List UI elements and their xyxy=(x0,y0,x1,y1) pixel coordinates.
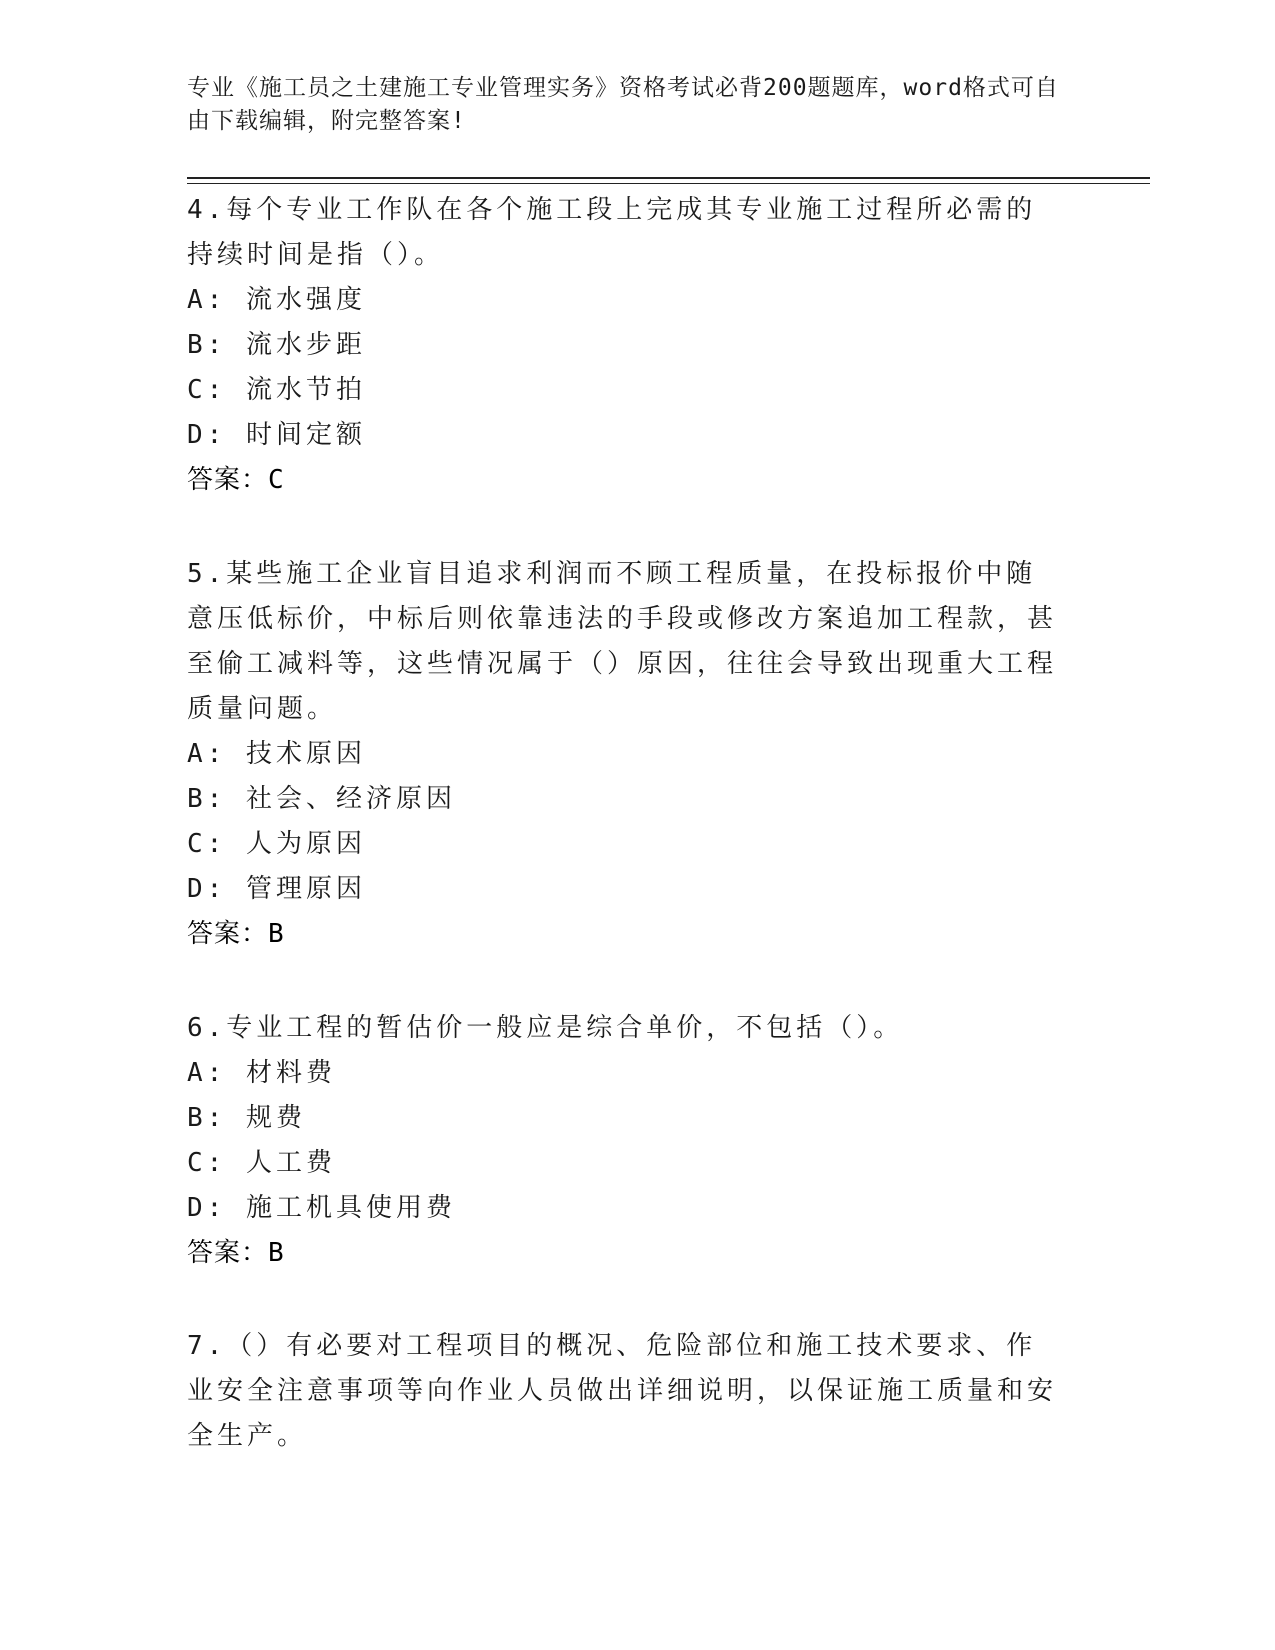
option-b: B: 社会、经济原因 xyxy=(187,784,456,814)
question-6 xyxy=(187,1006,1057,1276)
question-text: 7.（）有必要对工程项目的概况、危险部位和施工技术要求、作业安全注意事项等向作业人员做出详细说明，以保证施工质量和安全生产。 xyxy=(187,1331,1058,1451)
option-b: B: 流水步距 xyxy=(187,330,366,360)
option-c: C: 流水节拍 xyxy=(187,375,366,405)
option-a: A: 技术原因 xyxy=(187,739,366,769)
question-text: 6.专业工程的暂估价一般应是综合单价，不包括（）。 xyxy=(187,1013,904,1043)
answer: 答案：B xyxy=(187,919,285,949)
option-c: C: 人为原因 xyxy=(187,829,366,859)
answer: 答案：C xyxy=(187,465,285,495)
option-a: A: 流水强度 xyxy=(187,285,366,315)
option-b: B: 规费 xyxy=(187,1103,306,1133)
option-d: D: 时间定额 xyxy=(187,420,366,450)
question-4 xyxy=(187,188,1057,503)
document-header: 专业《施工员之土建施工专业管理实务》资格考试必背200题题库，word格式可自由下载编辑，附完整答案! xyxy=(187,75,1059,134)
option-a: A: 材料费 xyxy=(187,1058,336,1088)
option-d: D: 管理原因 xyxy=(187,874,366,904)
question-5 xyxy=(187,552,1057,957)
answer: 答案：B xyxy=(187,1238,285,1268)
question-text: 5.某些施工企业盲目追求利润而不顾工程质量，在投标报价中随意压低标价，中标后则依靠违法的手段或修改方案追加工程款，甚至偷工减料等，这些情况属于（）原因，往往会导致出现重大工程质量问题。 xyxy=(187,559,1058,724)
header-divider-thin xyxy=(187,183,1150,184)
question-7 xyxy=(187,1324,1057,1459)
option-d: D: 施工机具使用费 xyxy=(187,1193,456,1223)
option-c: C: 人工费 xyxy=(187,1148,336,1178)
header-divider xyxy=(187,177,1150,179)
question-text: 4.每个专业工作队在各个施工段上完成其专业施工过程所必需的持续时间是指（）。 xyxy=(187,195,1037,270)
